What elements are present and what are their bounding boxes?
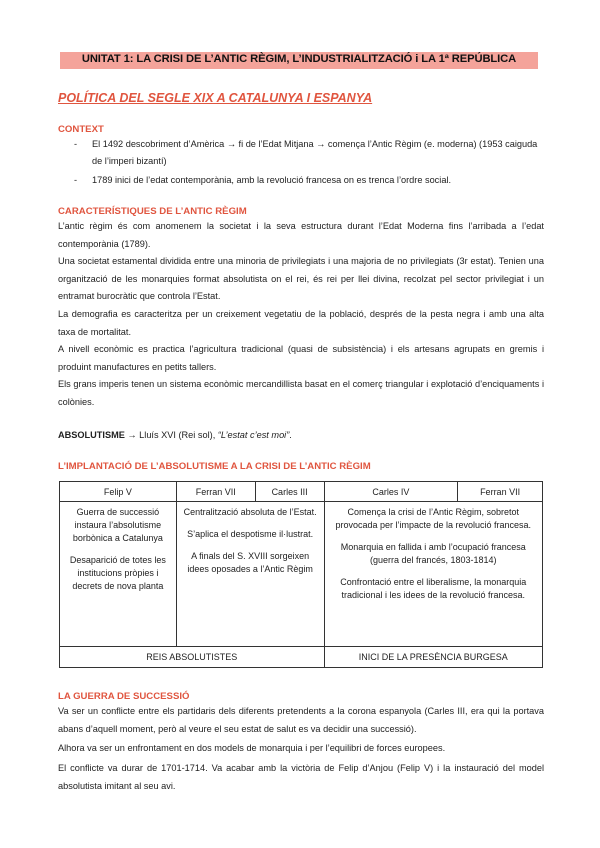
cell-text: S’aplica el despotisme il·lustrat.: [187, 529, 314, 539]
paragraph: L’antic règim és com anomenem la societat i la seva estructura durant l’Edat Moderna fins l’arribada a l’edat contemporània (1789).: [58, 221, 544, 249]
context-bullet: 1789 inici de l’edat contemporània, amb la revolució francesa on es trenca l’ordre social.: [92, 175, 452, 185]
table-header-cell: Carles IV: [324, 482, 458, 502]
section-subtitle: POLÍTICA DEL SEGLE XIX A CATALUNYA I ESPANYA: [58, 91, 373, 105]
absolutisme-quote: “L’estat c’est moi”: [217, 430, 290, 440]
kings-table: [59, 481, 543, 668]
absolutisme-end: .: [289, 430, 292, 440]
table-header-cell: Carles III: [255, 482, 324, 502]
bullet-marker: -: [74, 175, 78, 185]
bullet-marker: -: [74, 139, 78, 149]
table-cell-felip-v: [60, 502, 177, 647]
cell-text: Monarquia en fallida i amb l’ocupació francesa (guerra del francés, 1803-1814): [340, 542, 526, 565]
paragraph: Alhora va ser un enfrontament en dos models de monarquia i per l’equilibri de forces europees.: [58, 743, 446, 753]
paragraph: Una societat estamental dividida entre una minoria de privilegiats i una majoria de no privilegiats (3r estat). Tenien una organització de les monarquies format absolutista on el rei, és rei per llei divina, recolzat pel sector privilegiat i un entramat burocràtic que controla l’Estat.: [58, 256, 544, 301]
implantation-heading: L’IMPLANTACIÓ DE L’ABSOLUTISME A LA CRISI DE L’ANTIC RÈGIM: [58, 461, 371, 472]
page-title: UNITAT 1: LA CRISI DE L’ANTIC RÈGIM, L’INDUSTRIALITZACIÓ i LA 1ª REPÚBLICA: [81, 53, 517, 65]
war-heading: LA GUERRA DE SUCCESSIÓ: [58, 691, 190, 702]
cell-text: Comença la crisi de l’Antic Règim, sobretot provocada per l’impacte de la revolució francesa.: [335, 507, 532, 530]
table-cell-carles-ferran: [324, 502, 542, 647]
table-footer-cell: REIS ABSOLUTISTES: [60, 647, 325, 668]
cell-text: Confrontació entre el liberalisme, la monarquia tradicional i les idees de la revolució francesa.: [340, 577, 527, 600]
table-body-row: [60, 502, 543, 647]
absolutisme-line: [58, 430, 292, 440]
table-header-cell: Ferran VII: [176, 482, 255, 502]
context-heading: CONTEXT: [58, 124, 104, 135]
absolutisme-text: → Lluís XVI (Rei sol),: [124, 430, 218, 440]
paragraph: Els grans imperis tenen un sistema econòmic mercandillista basat en el comerç triangular i explotació d’enciquaments i colònies.: [58, 379, 544, 407]
characteristics-heading: CARACTERÍSTIQUES DE L’ANTIC RÈGIM: [58, 206, 247, 217]
context-bullet: El 1492 descobriment d’Amèrica → fi de l’Edat Mitjana → comença l’Antic Règim (e. moderna) (1953 caiguda de l’imperi bizantí): [92, 139, 538, 166]
cell-text: Centralització absoluta de l’Estat.: [183, 507, 317, 517]
absolutisme-label: ABSOLUTISME: [58, 430, 125, 440]
table-header-row: [60, 482, 543, 502]
paragraph: Va ser un conflicte entre els partidaris dels diferents pretendents a la corona espanyola (Carles III, era qui la portava abans d’aquell moment, però al veure el seu estat de salut es va decidir una successió).: [58, 706, 544, 734]
table-footer-cell: INICI DE LA PRESÈNCIA BURGESA: [324, 647, 542, 668]
paragraph: A nivell econòmic es practica l’agricultura tradicional (quasi de subsistència) i els artesans agrupats en gremis i produint manufactures en petits tallers.: [58, 344, 544, 372]
table-cell-ferran-carles: [176, 502, 324, 647]
cell-text: Guerra de successió instaura l’absolutisme borbònica a Catalunya: [72, 507, 163, 543]
table-header-cell: Ferran VII: [458, 482, 543, 502]
paragraph: La demografia es caracteritza per un creixement vegetatiu de la població, després de la pesta negra i amb una alta taxa de mortalitat.: [58, 309, 544, 337]
cell-text: A finals del S. XVIII sorgeixen idees oposades a l’Antic Règim: [187, 551, 313, 574]
table-footer-row: [60, 647, 543, 668]
table-header-cell: Felip V: [60, 482, 177, 502]
cell-text: Desaparició de totes les institucions pròpies i decrets de nova planta: [69, 555, 166, 591]
paragraph: El conflicte va durar de 1701-1714. Va acabar amb la victòria de Felip d’Anjou (Felip V) i la instauració del model absolutista imitant al seu avi.: [58, 763, 544, 791]
